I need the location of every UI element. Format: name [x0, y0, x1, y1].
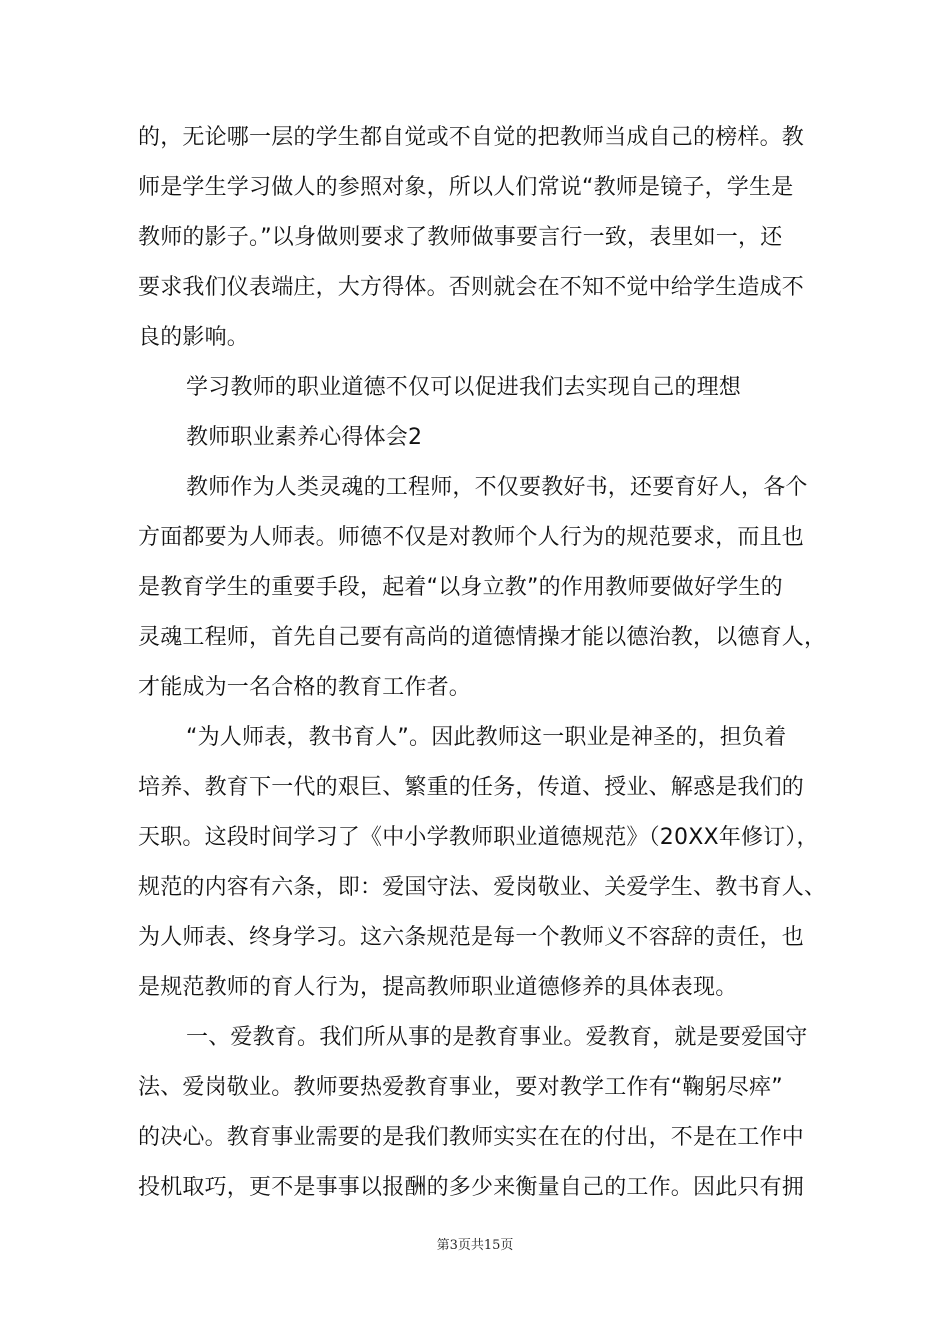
- text-line: 是规范教师的育人行为，提高教师职业道德修养的具体表现。: [138, 975, 738, 1000]
- page-footer: 第3页共15页: [436, 1238, 514, 1253]
- text-line: 方面都要为人师表。师德不仅是对教师个人行为的规范要求，而且也: [138, 525, 805, 550]
- text-line: 投机取巧，更不是事事以报酬的多少来衡量自己的工作。因此只有拥: [138, 1175, 805, 1200]
- text-line: 培养、教育下一代的艰巨、繁重的任务，传道、授业、解惑是我们的: [138, 775, 805, 800]
- text-line: 教师的影子。”以身做则要求了教师做事要言行一致，表里如一，还: [138, 225, 783, 250]
- text-line: 才能成为一名合格的教育工作者。: [138, 675, 472, 700]
- text-line: 法、爱岗敬业。教师要热爱教育事业，要对教学工作有“鞠躬尽瘁”: [138, 1075, 783, 1100]
- text-line: 规范的内容有六条，即：爱国守法、爱岗敬业、关爱学生、教书育人、: [138, 875, 827, 900]
- text-line: 良的影响。: [138, 325, 250, 350]
- text-line: 要求我们仪表端庄，大方得体。否则就会在不知不觉中给学生造成不: [138, 275, 805, 300]
- text-line: 的决心。教育事业需要的是我们教师实实在在的付出，不是在工作中: [138, 1125, 805, 1150]
- section-heading: 教师职业素养心得体会2: [186, 425, 423, 450]
- paragraph-start: 一、爱教育。我们所从事的是教育事业。爱教育，就是要爱国守: [186, 1025, 808, 1050]
- text-line: 的，无论哪一层的学生都自觉或不自觉的把教师当成自己的榜样。教: [138, 125, 805, 150]
- paragraph-start: 教师作为人类灵魂的工程师，不仅要教好书，还要育好人，各个: [186, 475, 808, 500]
- text-line: 师是学生学习做人的参照对象，所以人们常说“教师是镜子，学生是: [138, 175, 794, 200]
- paragraph-start: “为人师表，教书育人”。因此教师这一职业是神圣的，担负着: [186, 725, 787, 750]
- text-line: 天职。这段时间学习了《中小学教师职业道德规范》（20XX年修订），: [138, 825, 819, 850]
- text-line: 是教育学生的重要手段，起着“以身立教”的作用教师要做好学生的: [138, 575, 783, 600]
- text-line: 学习教师的职业道德不仅可以促进我们去实现自己的理想: [186, 375, 742, 400]
- text-line: 为人师表、终身学习。这六条规范是每一个教师义不容辞的责任，也: [138, 925, 805, 950]
- text-line: 灵魂工程师，首先自己要有高尚的道德情操才能以德治教，以德育人，: [138, 625, 827, 650]
